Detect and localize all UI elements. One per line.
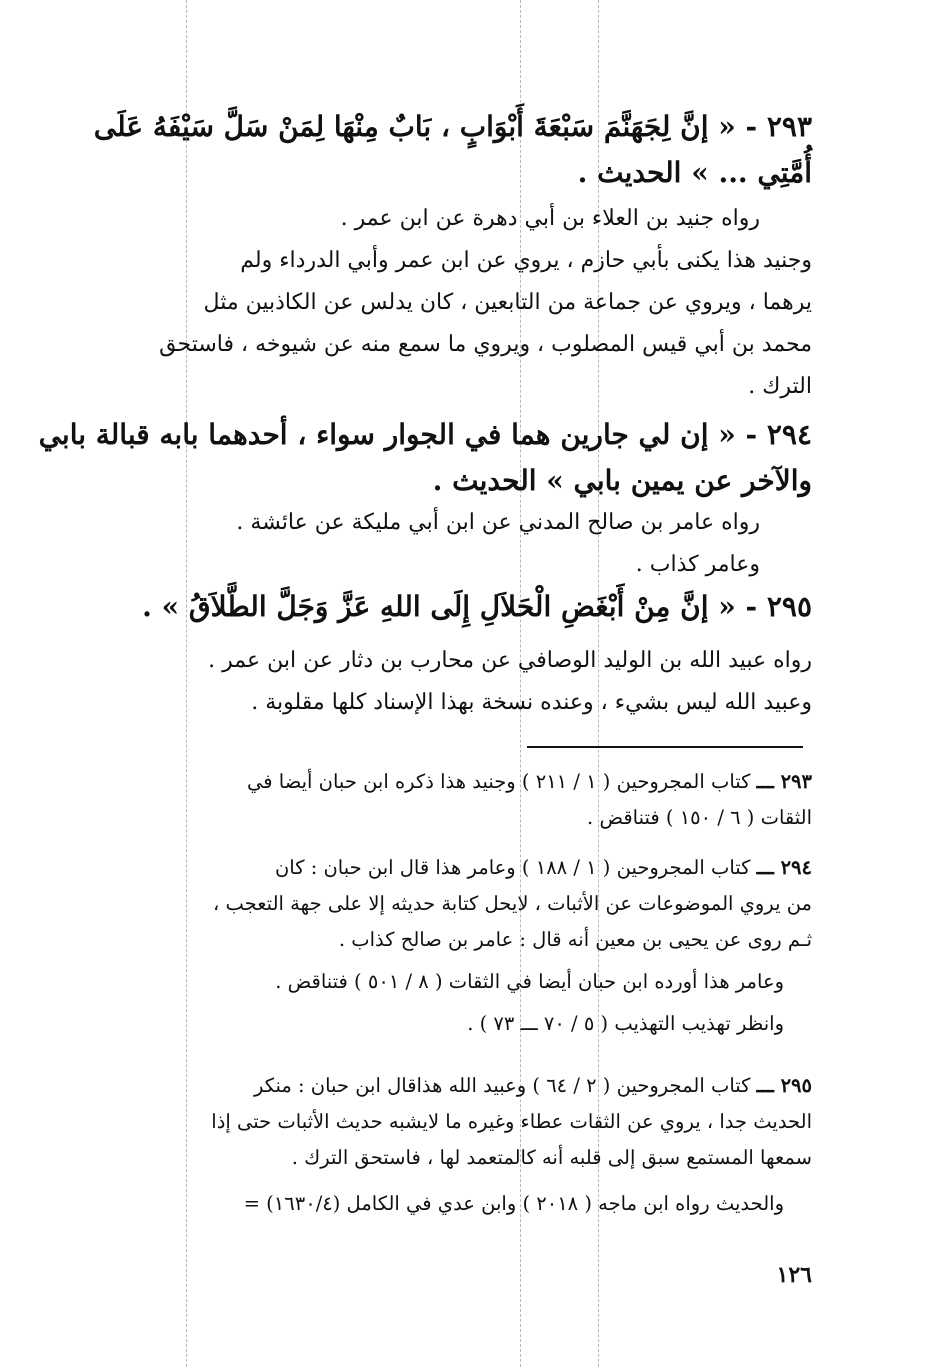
footnote-line: من يروي الموضوعات عن الأثبات ، لايحل كتابة حديثه إلا على جهة التعجب ، — [213, 892, 812, 915]
commentary-line: رواه جنيد بن العلاء بن أبي دهرة عن ابن عمر . — [340, 206, 760, 231]
commentary-line: رواه عامر بن صالح المدني عن ابن أبي مليكة عن عائشة . — [236, 510, 760, 535]
commentary-line: محمد بن أبي قيس المصلوب ، ويروي ما سمع منه عن شيوخه ، فاستحق — [159, 332, 812, 357]
hadith-293-commentary — [132, 198, 812, 408]
footnote-number: ٢٩٥ ـــ — [756, 1074, 812, 1097]
footnote-line: الثقات ( ٦ / ١٥٠ ) فتناقض . — [587, 806, 812, 829]
hadith-294-heading — [38, 412, 812, 504]
footnote-line — [132, 764, 812, 800]
hadith-line: ٢٩٥ - « إنَّ مِنْ أَبْغَضِ الْحَلاَلِ إِلَى اللهِ عَزَّ وَجَلَّ الطَّلاَقُ » . — [142, 590, 812, 623]
hadith-line: ٢٩٣ - « إنَّ لِجَهَنَّمَ سَبْعَةَ أَبْوَابٍ ، بَابٌ مِنْهَا لِمَنْ سَلَّ سَيْفَهُ عَلَى — [93, 110, 812, 143]
footnote-line — [132, 850, 812, 886]
footnote-number: ٢٩٣ ـــ — [756, 770, 812, 793]
commentary-line: رواه عبيد الله بن الوليد الوصافي عن محارب بن دثار عن ابن عمر . — [208, 648, 812, 673]
footnote-line: وعامر هذا أورده ابن حبان أيضا في الثقات ( ٨ / ٥٠١ ) فتناقض . — [275, 970, 784, 993]
commentary-line: الترك . — [748, 374, 812, 399]
commentary-line: يرهما ، ويروي عن جماعة من التابعين ، كان يدلس عن الكاذبين مثل — [203, 290, 812, 315]
footnote-separator — [527, 746, 803, 748]
footnote-line: ثـم روى عن يحيى بن معين أنه قال : عامر بن صالح كذاب . — [338, 928, 812, 951]
footnote-text: كتاب المجروحين ( ١ / ١٨٨ ) وعامر هذا قال ابن حبان : كان — [274, 856, 757, 879]
hadith-295-commentary — [132, 640, 812, 724]
footnote-293 — [132, 764, 812, 836]
page-number: ١٢٦ — [776, 1262, 812, 1288]
footnote-line: وانظر تهذيب التهذيب ( ٥ / ٧٠ ـــ ٧٣ ) . — [467, 1012, 784, 1035]
hadith-line: ٢٩٤ - « إن لي جارين هما في الجوار سواء ، أحدهما بابه قبالة بابي — [38, 418, 812, 451]
commentary-line: وعبيد الله ليس بشيء ، وعنده نسخة بهذا الإسناد كلها مقلوبة . — [251, 690, 812, 715]
footnote-line: الحديث جدا ، يروي عن الثقات عطاء وغيره ما لايشبه حديث الأثبات حتى إذا — [211, 1110, 812, 1133]
commentary-line: وعامر كذاب . — [635, 552, 760, 577]
footnote-line: والحديث رواه ابن ماجه ( ٢٠١٨ ) وابن عدي في الكامل (١٦٣٠/٤) = — [243, 1192, 784, 1215]
hadith-line: أُمَّتِي ... » الحديث . — [577, 156, 812, 189]
hadith-294-commentary — [132, 502, 812, 586]
footnote-text: كتاب المجروحين ( ١ / ٢١١ ) وجنيد هذا ذكره ابن حبان أيضا في — [247, 770, 757, 793]
commentary-line: وجنيد هذا يكنى بأبي حازم ، يروي عن ابن عمر وأبي الدرداء ولم — [240, 248, 812, 273]
footnote-line: سمعها المستمع سبق إلى قلبه أنه كالمتعمد لها ، فاستحق الترك . — [291, 1146, 812, 1169]
hadith-293-heading — [93, 104, 812, 196]
footnote-line — [132, 1068, 812, 1104]
footnote-294 — [132, 850, 812, 1042]
hadith-295-heading — [132, 584, 812, 630]
hadith-line: والآخر عن يمين بابي » الحديث . — [432, 464, 812, 497]
footnote-text: كتاب المجروحين ( ٢ / ٦٤ ) وعبيد الله هذاقال ابن حبان : منكر — [253, 1074, 757, 1097]
footnote-number: ٢٩٤ ـــ — [756, 856, 812, 879]
footnote-295 — [132, 1068, 812, 1222]
